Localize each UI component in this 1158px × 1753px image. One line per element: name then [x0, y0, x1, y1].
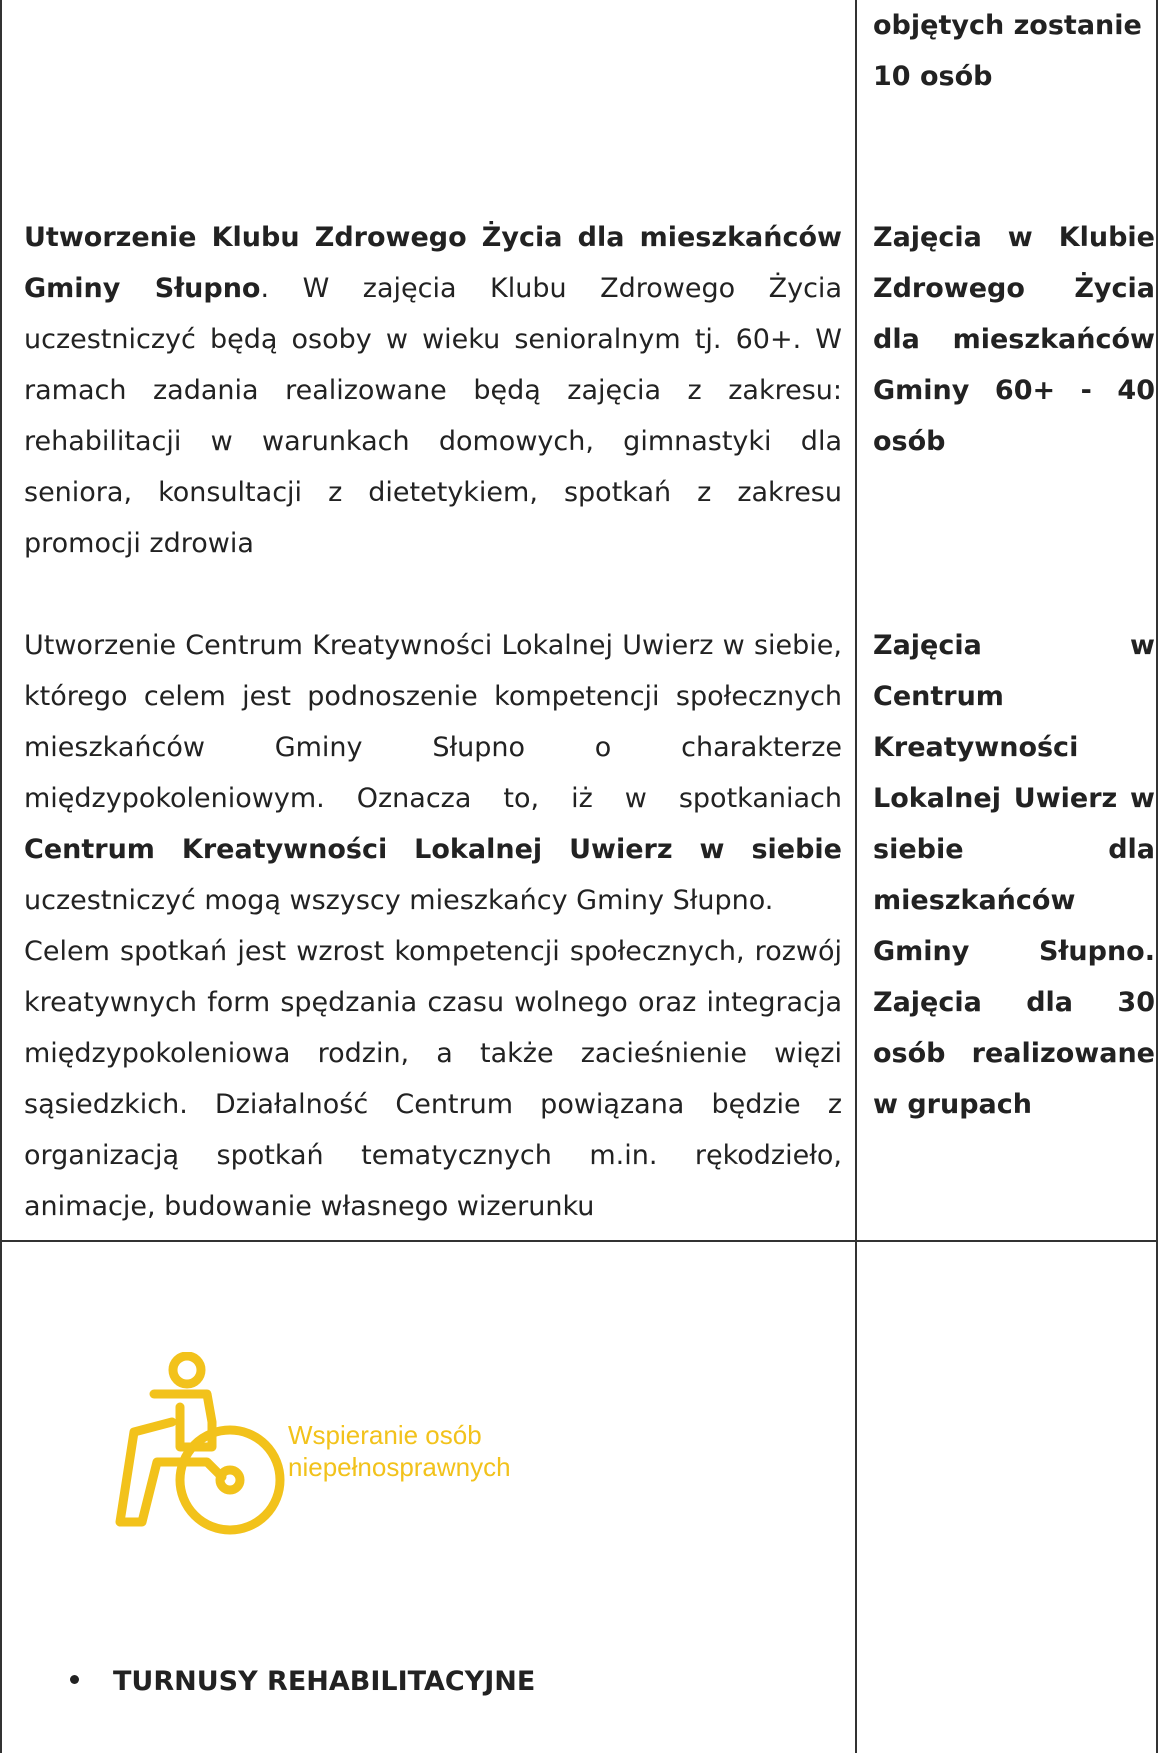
logo-text	[288, 1419, 511, 1483]
klub-zdrowego-zycia-text: . W zajęcia Klubu Zdrowego Życia uczestniczyć będą osoby w wieku senioralnym tj. 60+. W ramach zadania realizowane będą zajęcia z zakresu: rehabilitacji w warunkach domowych, gimnastyki dla seniora, konsultacji z dietetykiem, spotkań z zakresu promocji zdrowia	[24, 273, 842, 559]
row0-right-cell	[873, 0, 1155, 102]
centrum-kreatywnosci-intro	[24, 620, 842, 926]
klub-zdrowego-zycia-description	[24, 212, 842, 569]
centrum-name-bold: Centrum Kreatywności Lokalnej Uwierz w siebie	[24, 834, 842, 865]
bullet-item-label: TURNUSY REHABILITACYJNE	[113, 1666, 536, 1697]
centrum-kreatywnosci-participants: Zajęcia w Centrum Kreatywności Lokalnej Uwierz w siebie dla mieszkańców Gminy Słupno. Zajęcia dla 30 osób realizowane w grupach	[873, 630, 1155, 1120]
centrum-intro-end: uczestniczyć mogą wszyscy mieszkańcy Gminy Słupno.	[24, 885, 774, 916]
row0-right-line2: 10 osób	[873, 61, 993, 92]
klub-zdrowego-zycia-participants: Zajęcia w Klubie Zdrowego Życia dla mieszkańców Gminy 60+ - 40 osób	[873, 222, 1155, 457]
centrum-kreatywnosci-goals: Celem spotkań jest wzrost kompetencji społecznych, rozwój kreatywnych form spędzania czasu wolnego oraz integracja międzypokoleniowa rodzin, a także zacieśnienie więzi sąsiedzkich. Działalność Centrum powiązana będzie z organizacją spotkań tematycznych m.in. rękodzieło, animacje, budowanie własnego wizerunku	[24, 936, 842, 1222]
bullet-item-turnusy	[70, 1662, 535, 1702]
table-row-divider	[0, 1240, 1158, 1242]
logo-text-line1: Wspieranie osób	[288, 1420, 482, 1450]
row1-left-cell	[24, 212, 842, 569]
table-border-middle	[855, 0, 857, 1753]
logo-text-line2: niepełnosprawnych	[288, 1452, 511, 1482]
klub-zdrowego-zycia-title: Utworzenie Klubu Zdrowego Życia dla mieszkańców Gminy Słupno	[24, 222, 842, 304]
centrum-intro-start: Utworzenie Centrum Kreatywności Lokalnej Uwierz w siebie, którego celem jest podnoszenie kompetencji społecznych mieszkańców Gminy Słupno o charakterze międzypokoleniowym. Oznacza to, iż w spotkaniach	[24, 630, 842, 814]
row2-right-cell	[873, 620, 1155, 1130]
bullet-dot-icon	[70, 1675, 79, 1684]
row2-left-cell	[24, 620, 842, 1232]
table-border-left	[0, 0, 2, 1753]
row0-right-line1: objętych zostanie	[873, 10, 1142, 41]
row1-right-cell	[873, 212, 1155, 467]
